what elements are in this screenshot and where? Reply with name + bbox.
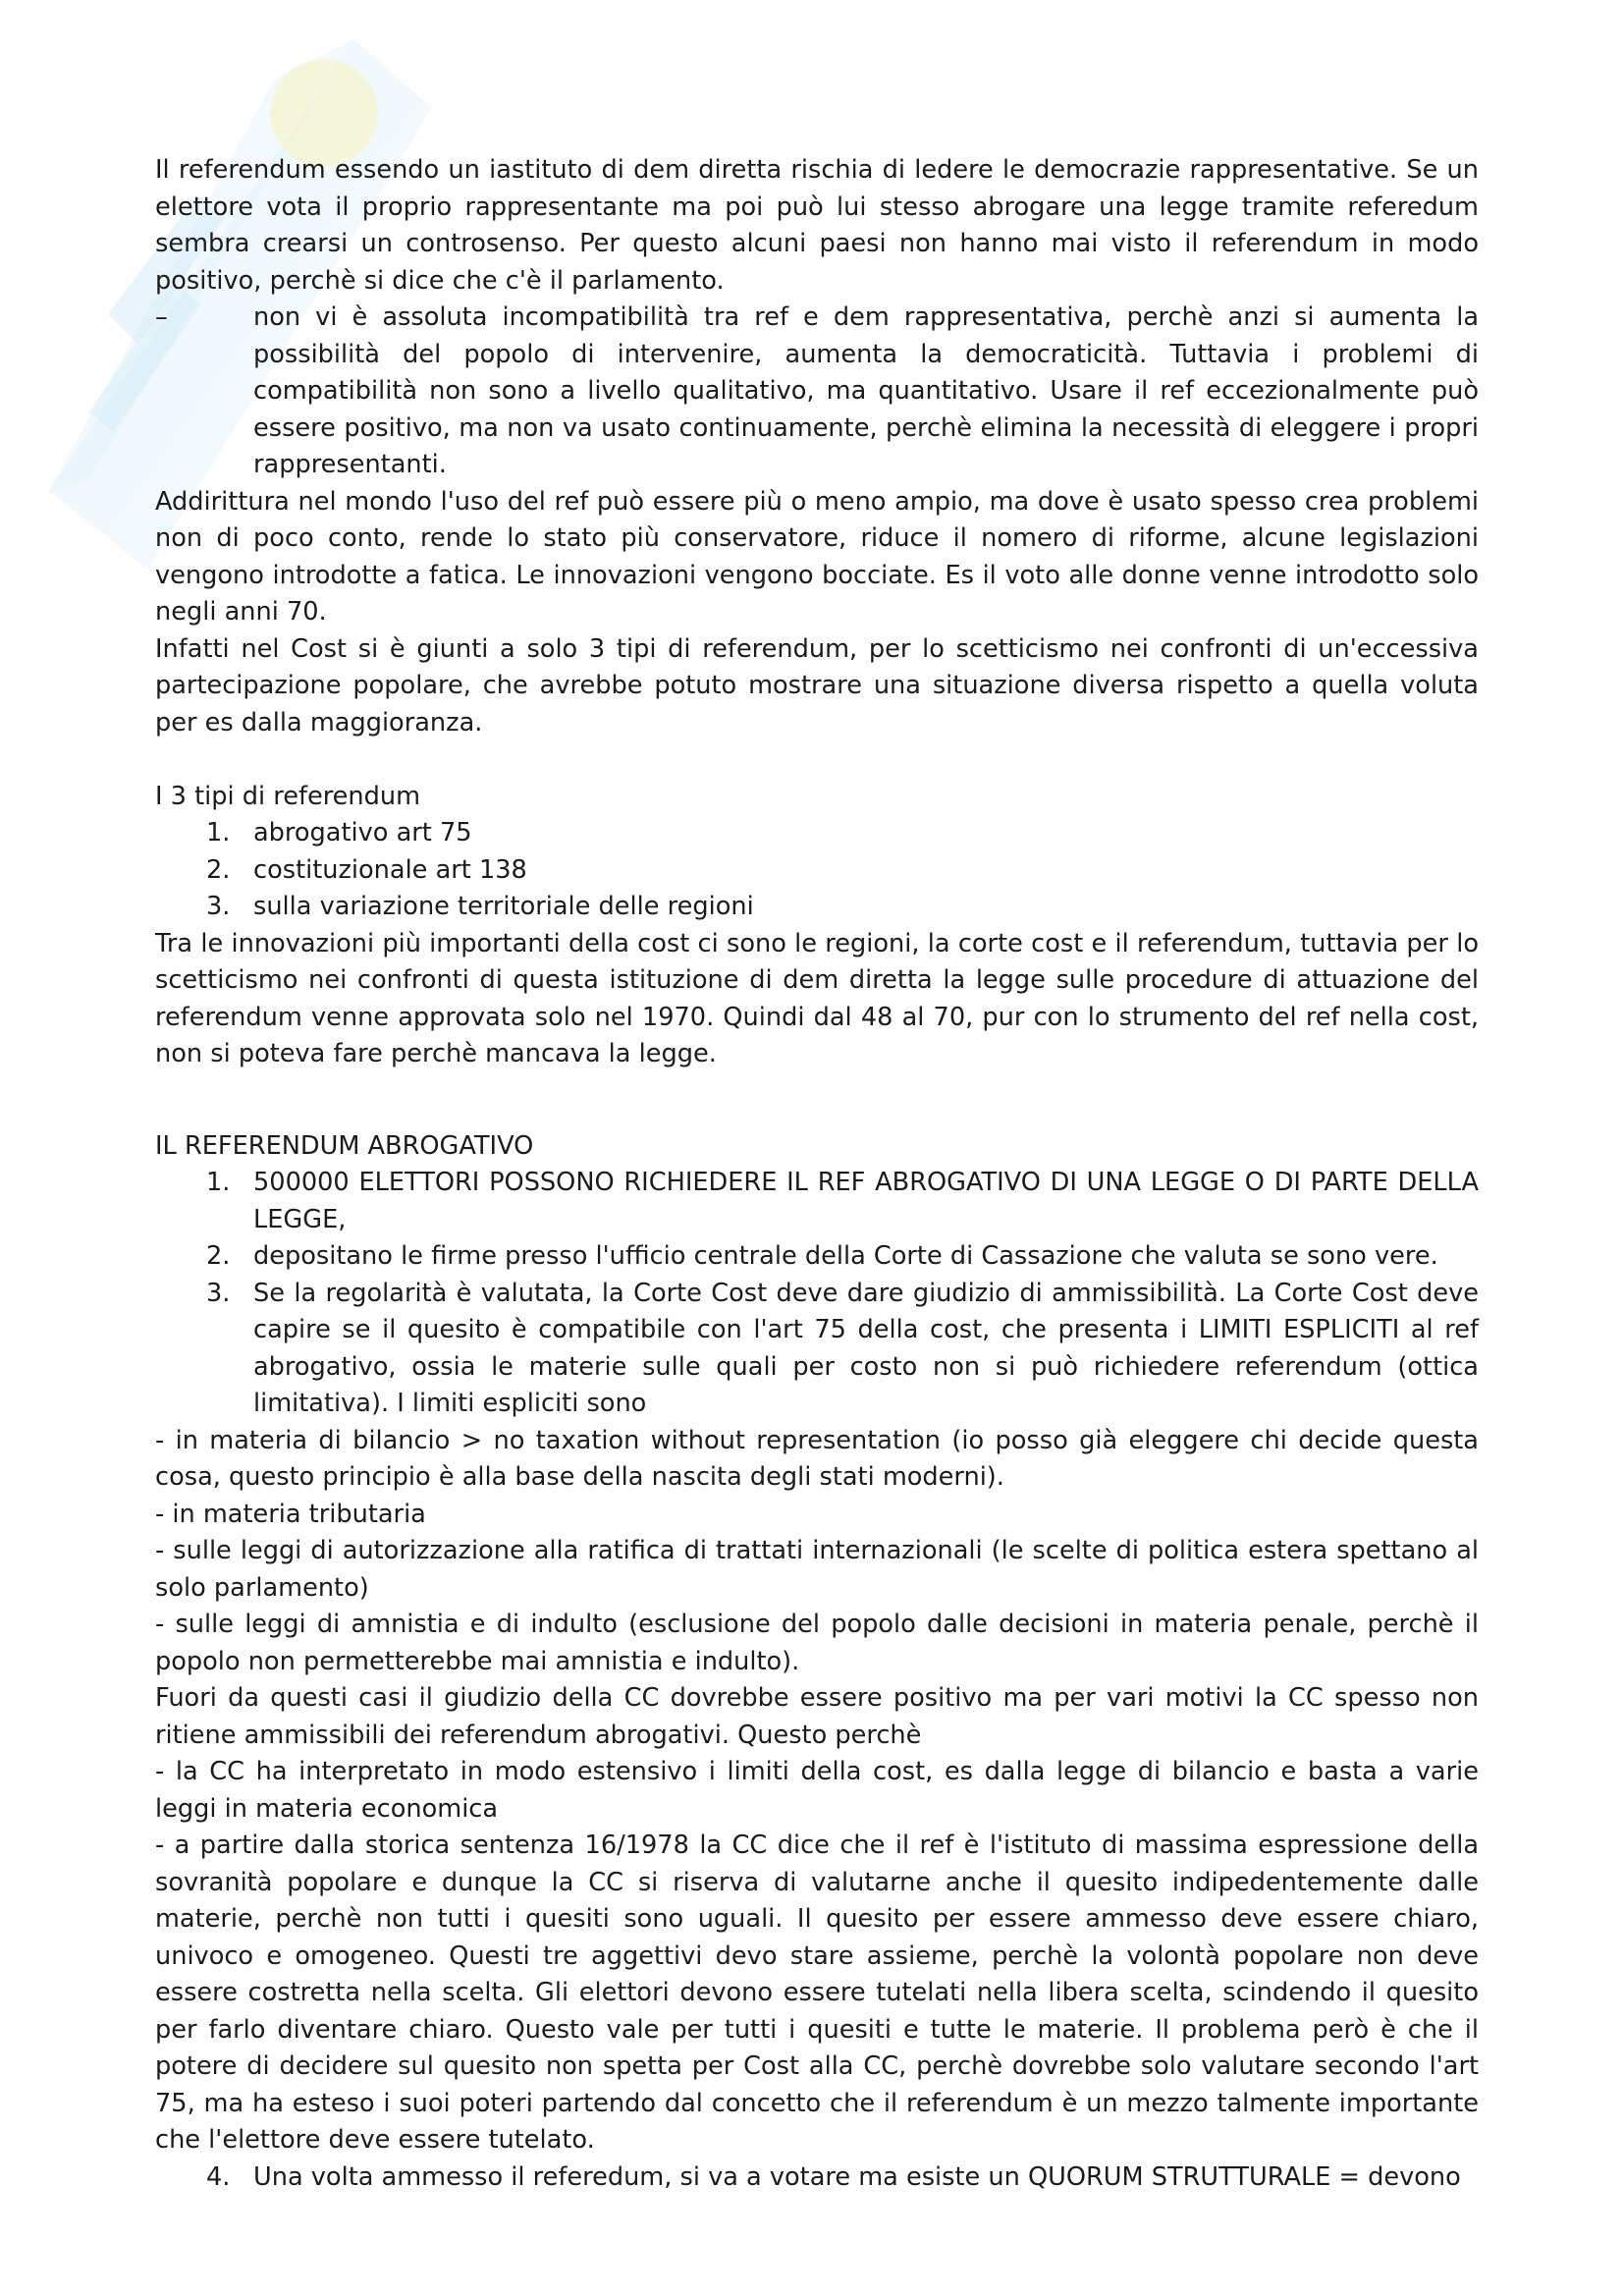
types-list-item	[206, 815, 1479, 852]
list-number: 3.	[206, 1278, 231, 1308]
dash-list-item: – non vi è assoluta incompatibilità tra ref e dem rappresentativa, perchè anzi si aumenta la possibilità del popolo di intervenire, aumenta la democraticità. Tuttavia i problemi di compatibilità non sono a livello qualitativo, ma quantitativo. Usare il ref eccezionalmente può essere positivo, ma non va usato continuamente, perchè elimina la necessità di eleggere i propri rappresentanti.	[253, 300, 1479, 484]
step-item	[206, 2159, 1479, 2197]
types-list-item	[206, 852, 1479, 890]
list-number: 1.	[206, 818, 231, 847]
list-text: Una volta ammesso il referedum, si va a votare ma esiste un QUORUM STRUTTURALE = devono	[253, 2161, 1461, 2192]
section-heading: IL REFERENDUM ABROGATIVO	[155, 1130, 534, 1161]
list-text: 500000 ELETTORI POSSONO RICHIEDERE IL REF ABROGATIVO DI UNA LEGGE O DI PARTE DELLA LEGGE,	[253, 1168, 1479, 1234]
limit-amnistia: - sulle leggi di amnistia e di indulto (esclusione del popolo dalle decisioni in materia penale, perchè il popolo non permetterebbe mai amnistia e indulto).	[155, 1610, 1479, 1676]
list-text: depositano le firme presso l'ufficio centrale della Corte di Cassazione che valuta se sono vere.	[253, 1241, 1438, 1271]
types-list-item	[206, 889, 1479, 926]
paragraph-intro: Il referendum essendo un iastituto di dem diretta rischia di ledere le democrazie rappresentative. Se un elettore vota il proprio rappresentante ma poi può lui stesso abrogare una legge tramite referedum sembra crearsi un controsenso. Per questo alcuni paesi non hanno mai visto il referendum in modo positivo, perchè si dice che c'è il parlamento.	[155, 155, 1479, 296]
types-heading: I 3 tipi di referendum	[155, 781, 421, 811]
limit-tributaria: - in materia tributaria	[155, 1499, 426, 1529]
dash-list	[155, 300, 1479, 484]
list-text: sulla variazione territoriale delle regioni	[253, 892, 754, 921]
types-list	[155, 815, 1479, 926]
abrogativo-steps	[155, 1165, 1479, 1423]
list-number: 2.	[206, 1241, 231, 1271]
document-page	[155, 152, 1479, 2196]
list-text: Se la regolarità è valutata, la Corte Cost deve dare giudizio di ammissibilità. La Corte Cost deve capire se il quesito è compatibile con l'art 75 della cost, che presenta i LIMITI ESPLICITI al ref abrogativo, ossia le materie sulle quali per costo non si può richiedere referendum (ottica limitativa). I limiti espliciti sono	[253, 1278, 1479, 1418]
reason-extensive: - la CC ha interpretato in modo estensivo i limiti della cost, es dalla legge di bilancio e basta a varie leggi in materia economica	[155, 1757, 1479, 1824]
list-text: costituzionale art 138	[253, 854, 527, 885]
paragraph-cost-types: Infatti nel Cost si è giunti a solo 3 tipi di referendum, per lo scetticismo nei confronti di un'eccessiva partecipazione popolare, che avrebbe potuto mostrare una situazione diversa rispetto a quella voluta per es dalla maggioranza.	[155, 633, 1479, 738]
step-item	[206, 1238, 1479, 1276]
step-item	[206, 1165, 1479, 1238]
list-number: 2.	[206, 854, 231, 885]
paragraph-innovations: Tra le innovazioni più importanti della cost ci sono le regioni, la corte cost e il referendum, tuttavia per lo scetticismo nei confronti di questa istituzione di dem diretta la legge sulle procedure di attuazione del referendum venne approvata solo nel 1970. Quindi dal 48 al 70, pur con lo strumento del ref nella cost, non si poteva fare perchè mancava la legge.	[155, 928, 1479, 1068]
abrogativo-steps-continued	[155, 2159, 1479, 2197]
list-number: 1.	[206, 1168, 231, 1197]
paragraph-cc-judgment: Fuori da questi casi il giudizio della CC dovrebbe essere positivo ma per vari motivi la CC spesso non ritiene ammissibili dei referendum abrogativi. Questo perchè	[155, 1683, 1479, 1750]
reason-sentenza: - a partire dalla storica sentenza 16/1978 la CC dice che il ref è l'istituto di massima espressione della sovranità popolare e dunque la CC si riserva di valutarne anche il quesito indipedentemente dalle materie, perchè non tutti i quesiti sono uguali. Il quesito per essere ammesso deve essere chiaro, univoco e omogeneo. Questi tre aggettivi devo stare assieme, perchè la volontà popolare non deve essere costretta nella scelta. Gli elettori devono essere tutelati nella libera scelta, scindendo il quesito per farlo diventare chiaro. Questo vale per tutti i quesiti e tutte le materie. Il problema però è che il potere di decidere sul quesito non spetta per Cost alla CC, perchè dovrebbe solo valutare secondo l'art 75, ma ha esteso i suoi poteri partendo dal concetto che il referendum è un mezzo talmente importante che l'elettore deve essere tutelato.	[155, 1831, 1479, 2155]
limit-bilancio: - in materia di bilancio > no taxation without representation (io posso già eleggere chi decide questa cosa, questo principio è alla base della nascita degli stati moderni).	[155, 1425, 1479, 1492]
list-number: 4.	[206, 2161, 231, 2192]
list-number: 3.	[206, 892, 231, 921]
limit-trattati: - sulle leggi di autorizzazione alla ratifica di trattati internazionali (le scelte di politica estera spettano al solo parlamento)	[155, 1536, 1479, 1603]
list-text: abrogativo art 75	[253, 818, 472, 847]
step-item	[206, 1276, 1479, 1423]
paragraph-usage: Addirittura nel mondo l'uso del ref può essere più o meno ampio, ma dove è usato spesso crea problemi non di poco conto, rende lo stato più conservatore, riduce il nomero di riforme, alcune legislazioni vengono introdotte a fatica. Le innovazioni vengono bocciate. Es il voto alle donne venne introdotto solo negli anni 70.	[155, 486, 1479, 627]
